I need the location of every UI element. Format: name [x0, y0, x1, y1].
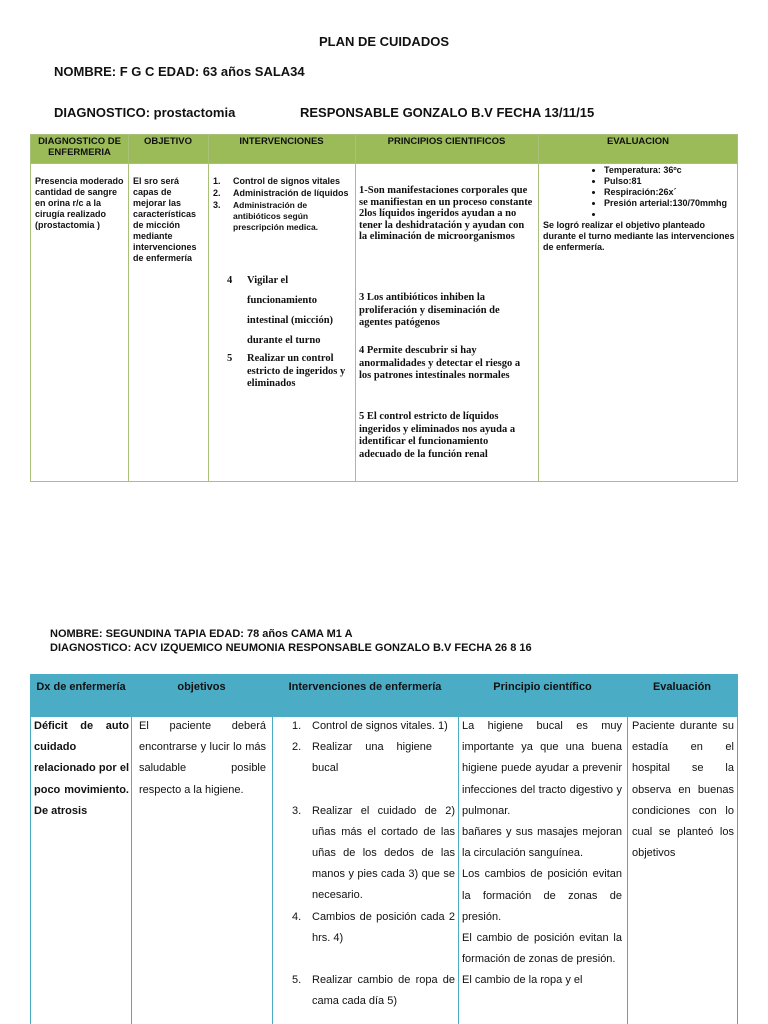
- table1-evaluacion: • Temperatura: 36ºc • Pulso:81 • Respiración:26x´ • Presión arterial:130/70mmhg • Se logró realizar el objetivo planteado durante el turno mediante las intervenciones de enfermería.: [543, 165, 735, 253]
- care-plan-table-2: [30, 674, 738, 1024]
- care-plan-table-1: [30, 134, 738, 482]
- patient1-info: NOMBRE: F G C EDAD: 63 años SALA34: [54, 64, 305, 79]
- table1-evaluacion-text: Se logró realizar el objetivo planteado durante el turno mediante las intervenciones de enfermería.: [543, 220, 735, 252]
- table2-header-objetivos: objetivos: [177, 681, 226, 693]
- patient2-diagnostico: DIAGNOSTICO: ACV IZQUEMICO NEUMONIA RESPONSABLE GONZALO B.V FECHA 26 8 16: [50, 642, 532, 654]
- table1-header-diagnostico: DIAGNOSTICO DE ENFERMERIA: [38, 136, 121, 158]
- table1-header-intervenciones: INTERVENCIONES: [239, 136, 324, 147]
- patient1-responsable: RESPONSABLE GONZALO B.V FECHA 13/11/15: [300, 105, 595, 120]
- table1-principio-3: 3 Los antibióticos inhiben la proliferación y diseminación de agentes patógenos: [359, 292, 500, 328]
- table1-principio-1-2: 1-Son manifestaciones corporales que se manifiestan en un proceso constante 2los líquidos ingeridos ayudan a no tener la deshidratación y ayudan con la eliminación de microorganismos: [359, 185, 533, 242]
- table2-header-dx: Dx de enfermería: [36, 681, 126, 693]
- table1-principio-4: 4 Permite descubrir si hay anormalidades y detectar el riesgo a los patrones intestinales normales: [359, 345, 521, 381]
- table2-header-intervenciones: Intervenciones de enfermería: [288, 681, 442, 693]
- table1-intervencion-4: 4 Vigilar el funcionamiento intestinal (micción) durante el turno: [227, 275, 334, 346]
- patient2-info: NOMBRE: SEGUNDINA TAPIA EDAD: 78 años CAMA M1 A: [50, 628, 353, 640]
- table2-header-principio: Principio científico: [493, 681, 592, 693]
- table2-objetivos-text: El paciente deberá encontrarse y lucir lo más saludable posible respecto a la higiene.: [139, 720, 266, 796]
- table1-diagnostico-text: Presencia moderado cantidad de sangre en orina r/c a la cirugía realizado (prostactomia ): [35, 176, 124, 230]
- table1-header-objetivo: OBJETIVO: [143, 136, 193, 147]
- table1-intervenciones-list: 1. Control de signos vitales 2. Administración de líquidos 3. Administración de antibióticos según prescripción medica.: [213, 176, 349, 232]
- table1-objetivo-text: El sro será capas de mejorar las características de micción mediante intervenciones de enfermería: [133, 176, 197, 263]
- patient1-diagnostico: DIAGNOSTICO: prostactomia: [54, 105, 236, 120]
- table2-header-evaluacion: Evaluación: [652, 681, 712, 693]
- table2-principio-text: La higiene bucal es muy importante ya que una buena higiene puede ayudar a prevenir infecciones del tracto digestivo y pulmonar. bañares y sus masajes mejoran la circulación sanguínea. Los cambios de posición evitan la formación de zonas de presión. El cambio de posición evitan la formación de zonas de presión. El cambio de la ropa y el: [462, 720, 622, 987]
- table2-intervenciones-list: 1. Control de signos vitales. 1) 2. Realizar una higiene bucal 3. Realizar el cuidado de 2) uñas más el cortado de las uñas de los dedos de las manos y pies cada 3) que se necesario. 4. Cambios de posición cada 2 hrs. 4) 5. Realizar cambio de ropa de cama cada día 5): [292, 720, 455, 1008]
- table2-dx-text: Déficit de auto cuidado relacionado por el poco movimiento. De atrosis: [34, 720, 129, 817]
- table1-header-evaluacion: EVALUACION: [606, 136, 670, 147]
- table1-header-principios: PRINCIPIOS CIENTIFICOS: [387, 136, 506, 147]
- table2-evaluacion-text: Paciente durante su estadía en el hospital se la observa en buenas condiciones con lo cual se planteó los objetivos: [632, 720, 734, 860]
- table1-principio-5: 5 El control estricto de líquidos ingeridos y eliminados nos ayuda a identificar el funcionamiento adecuado de la función renal: [359, 411, 516, 460]
- page-title: PLAN DE CUIDADOS: [318, 34, 449, 49]
- table1-intervencion-5: 5 Realizar un control estricto de ingeridos y eliminados: [227, 353, 346, 389]
